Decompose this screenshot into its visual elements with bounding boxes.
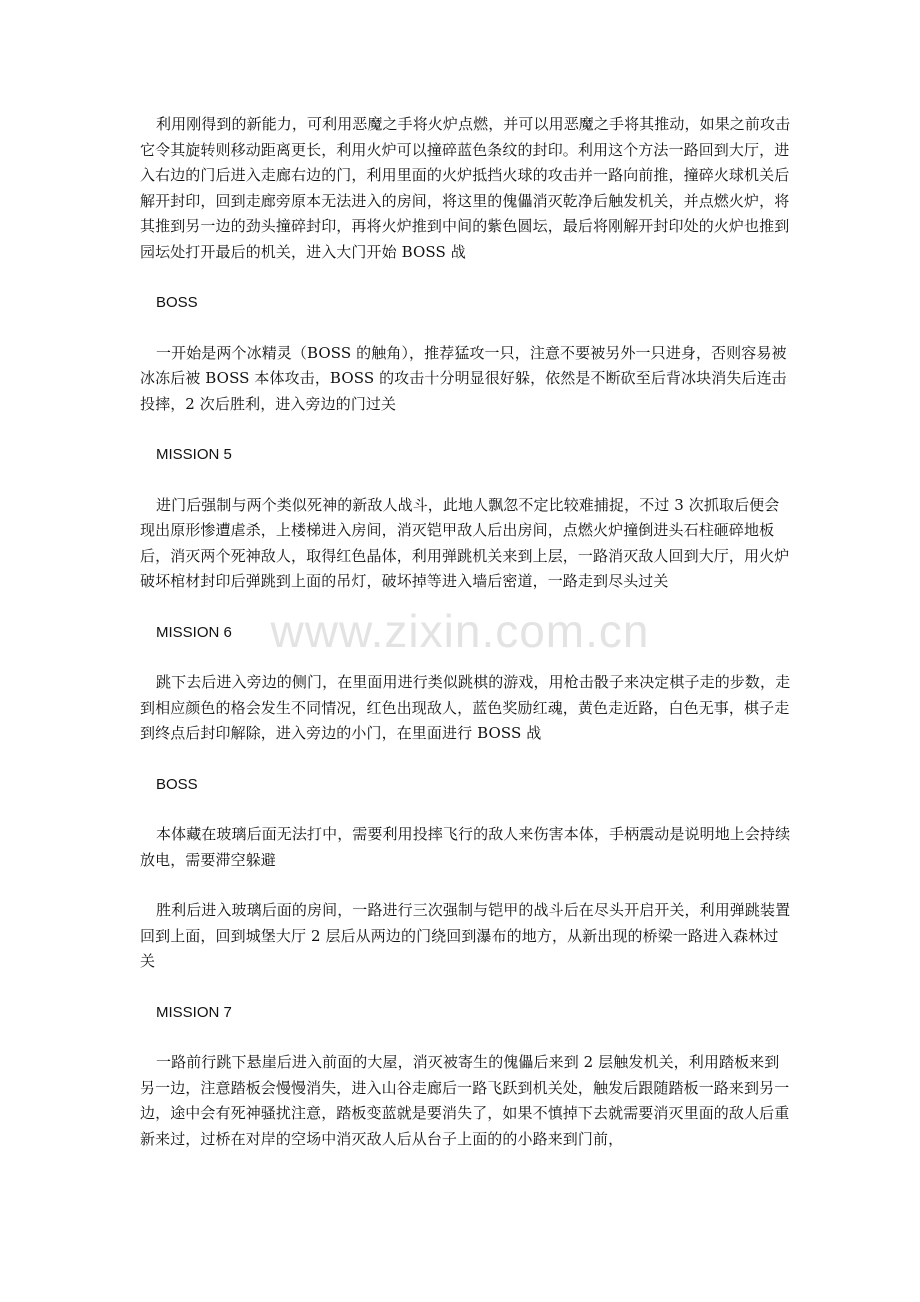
heading-boss-2: BOSS <box>156 775 198 793</box>
watermark: www.zixin.com.cn <box>270 605 650 657</box>
heading-boss-1: BOSS <box>156 294 198 311</box>
paragraph-1: 利用刚得到的新能力，可利用恶魔之手将火炉点燃，并可以用恶魔之手将其推动，如果之前攻击它令其旋转则移动距离更长，利用火炉可以撞碎蓝色条纹的封印。利用这个方法一路回到大厅，进入右边的门后进入走廊右边的门，利用里面的火炉抵挡火球的攻击并一路向前推，撞碎火球机关后解开封印，回到走廊旁原本无法进入的房间，将这里的傀儡消灭乾净后触发机关，并点燃火炉，将其推到另一边的劲头撞碎封印，再将火炉推到中间的紫色圆坛，最后将刚解开封印处的火炉也推到园坛处打开最后的机关，进入大门开始 BOSS 战 <box>140 115 791 261</box>
paragraph-5: 本体藏在玻璃后面无法打中，需要利用投摔飞行的敌人来伤害本体，手柄震动是说明地上会持续放电，需要滞空躲避 <box>140 825 791 869</box>
paragraph-7: 一路前行跳下悬崖后进入前面的大屋，消灭被寄生的傀儡后来到 2 层触发机关，利用踏板来到另一边，注意踏板会慢慢消失，进入山谷走廊后一路飞跃到机关处，触发后跟随踏板一路来到另一边，途中会有死神骚扰注意，踏板变蓝就是要消失了，如果不慎掉下去就需要消灭里面的敌人后重新来过，过桥在对岸的空场中消灭敌人后从台子上面的的小路来到门前， <box>140 1053 790 1148</box>
heading-mission-6: MISSION 6 <box>156 623 232 641</box>
paragraph-2: 一开始是两个冰精灵（BOSS 的触角），推荐猛攻一只，注意不要被另外一只进身，否则容易被冰冻后被 BOSS 本体攻击，BOSS 的攻击十分明显很好躲，依然是不断砍至后背冰块消失后连击投摔，2 次后胜利，进入旁边的门过关 <box>140 343 787 413</box>
document-body <box>140 112 792 1152</box>
heading-mission-5: MISSION 5 <box>156 446 232 463</box>
heading-mission-7: MISSION 7 <box>156 1003 232 1021</box>
paragraph-4: 跳下去后进入旁边的侧门，在里面用进行类似跳棋的游戏，用枪击骰子来决定棋子走的步数，走到相应颜色的格会发生不同情况，红色出现敌人，蓝色奖励红魂，黄色走近路，白色无事，棋子走到终点后封印解除，进入旁边的小门，在里面进行 BOSS 战 <box>140 673 791 742</box>
paragraph-3: 进门后强制与两个类似死神的新敌人战斗，此地人飘忽不定比较难捕捉，不过 3 次抓取后便会现出原形惨遭虐杀，上楼梯进入房间，消灭铠甲敌人后出房间，点燃火炉撞倒进头石柱砸碎地板后，消灭两个死神敌人，取得红色晶体，利用弹跳机关来到上层，一路消灭敌人回到大厅，用火炉破坏棺材封印后弹跳到上面的吊灯，破坏掉等进入墙后密道，一路走到尽头过关 <box>140 495 790 590</box>
paragraph-6: 胜利后进入玻璃后面的房间，一路进行三次强制与铠甲的战斗后在尽头开启开关，利用弹跳装置回到上面，回到城堡大厅 2 层后从两边的门绕回到瀑布的地方，从新出现的桥梁一路进入森林过关 <box>140 901 791 970</box>
